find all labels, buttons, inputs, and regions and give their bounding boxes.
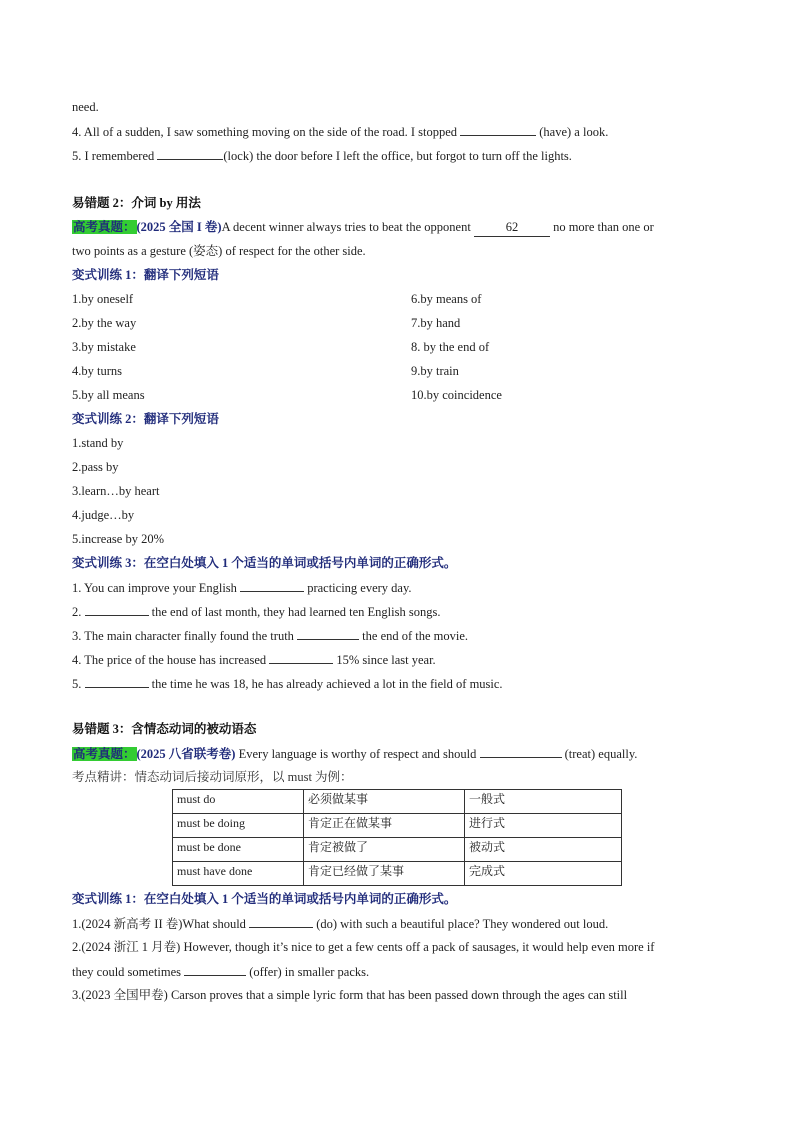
section-title: 易错题 2：介词 by 用法 (72, 196, 201, 210)
question-2: 2.(2024 浙江 1 月卷) However, though it’s nice to get a few cents off a pack of sausages, it would help even more if (72, 940, 655, 954)
answer-blank[interactable] (269, 650, 333, 664)
list-item: 2.by the way (72, 316, 137, 330)
answer-blank[interactable] (184, 962, 246, 976)
answer-blank[interactable] (249, 914, 313, 928)
question-3: 3. The main character finally found the truth the end of the movie. (72, 626, 468, 644)
list-item: 8. by the end of (411, 340, 490, 354)
exam-question: 高考真题：(2025 八省联考卷) Every language is worthy of respect and should (treat) equally. (72, 744, 637, 762)
table-cell: 被动式 (465, 838, 622, 862)
question-3: 3.(2023 全国甲卷) Carson proves that a simple lyric form that has been passed down through the ages can still (72, 988, 628, 1002)
table-cell: 完成式 (465, 862, 622, 886)
exam-source: (2025 八省联考卷) (136, 747, 236, 761)
exam-tag: 高考真题： (73, 747, 136, 761)
list-item: 1.by oneself (72, 292, 134, 306)
answer-blank[interactable] (460, 122, 536, 136)
answer-blank[interactable] (240, 578, 304, 592)
question-4: 4. The price of the house has increased 15% since last year. (72, 650, 436, 668)
exam-tag: 高考真题： (73, 220, 136, 234)
section-title: 易错题 3：含情态动词的被动语态 (72, 722, 257, 736)
list-item: 4.by turns (72, 364, 122, 378)
table-cell: must be doing (173, 814, 304, 838)
table-cell: must do (173, 790, 304, 814)
answer-blank[interactable] (480, 744, 562, 758)
exam-source: (2025 全国 I 卷) (136, 220, 222, 234)
table-cell: 必须做某事 (304, 790, 465, 814)
table-row (173, 790, 622, 814)
answer-blank[interactable] (297, 626, 359, 640)
table-row (173, 838, 622, 862)
table-cell: 一般式 (465, 790, 622, 814)
table-cell: 肯定已经做了某事 (304, 862, 465, 886)
question-1: 1.(2024 新高考 II 卷)What should (do) with such a beautiful place? They wondered out loud. (72, 914, 608, 932)
list-item: 9.by train (411, 364, 459, 378)
table-cell: must be done (173, 838, 304, 862)
question-5: 5. the time he was 18, he has already achieved a lot in the field of music. (72, 674, 503, 692)
table-cell: 进行式 (465, 814, 622, 838)
modal-verb-table (172, 789, 622, 886)
drill-title: 变式训练 2：翻译下列短语 (72, 412, 219, 426)
text-line: two points as a gesture (姿态) of respect for the other side. (72, 244, 366, 258)
answer-blank[interactable]: 62 (474, 218, 550, 237)
drill-title: 变式训练 1：在空白处填入 1 个适当的单词或括号内单词的正确形式。 (72, 892, 457, 906)
exam-question: 高考真题：(2025 全国 I 卷)A decent winner always tries to beat the opponent 62 no more than one or (72, 218, 654, 236)
question-2-continued: they could sometimes (offer) in smaller packs. (72, 962, 369, 980)
drill-title: 变式训练 3：在空白处填入 1 个适当的单词或括号内单词的正确形式。 (72, 556, 457, 570)
text-line: need. (72, 100, 99, 114)
list-item: 5.by all means (72, 388, 145, 402)
list-item: 4.judge…by (72, 508, 135, 522)
drill-title: 变式训练 1：翻译下列短语 (72, 268, 219, 282)
answer-blank[interactable] (85, 674, 149, 688)
list-item: 7.by hand (411, 316, 461, 330)
list-item: 10.by coincidence (411, 388, 502, 402)
list-item: 3.learn…by heart (72, 484, 160, 498)
table-cell: 肯定正在做某事 (304, 814, 465, 838)
table-row (173, 862, 622, 886)
key-point-note: 考点精讲：情态动词后接动词原形，以 must 为例： (72, 770, 353, 784)
table-cell: must have done (173, 862, 304, 886)
answer-blank[interactable] (157, 146, 223, 160)
question-5: 5. I remembered (lock) the door before I left the office, but forgot to turn off the lights. (72, 146, 572, 164)
list-item: 2.pass by (72, 460, 119, 474)
table-row (173, 814, 622, 838)
list-item: 1.stand by (72, 436, 124, 450)
question-4: 4. All of a sudden, I saw something moving on the side of the road. I stopped (have) a look. (72, 122, 608, 140)
answer-blank[interactable] (85, 602, 149, 616)
list-item: 3.by mistake (72, 340, 136, 354)
list-item: 6.by means of (411, 292, 482, 306)
question-2: 2. the end of last month, they had learned ten English songs. (72, 602, 440, 620)
list-item: 5.increase by 20% (72, 532, 164, 546)
table-cell: 肯定被做了 (304, 838, 465, 862)
question-1: 1. You can improve your English practicing every day. (72, 578, 412, 596)
